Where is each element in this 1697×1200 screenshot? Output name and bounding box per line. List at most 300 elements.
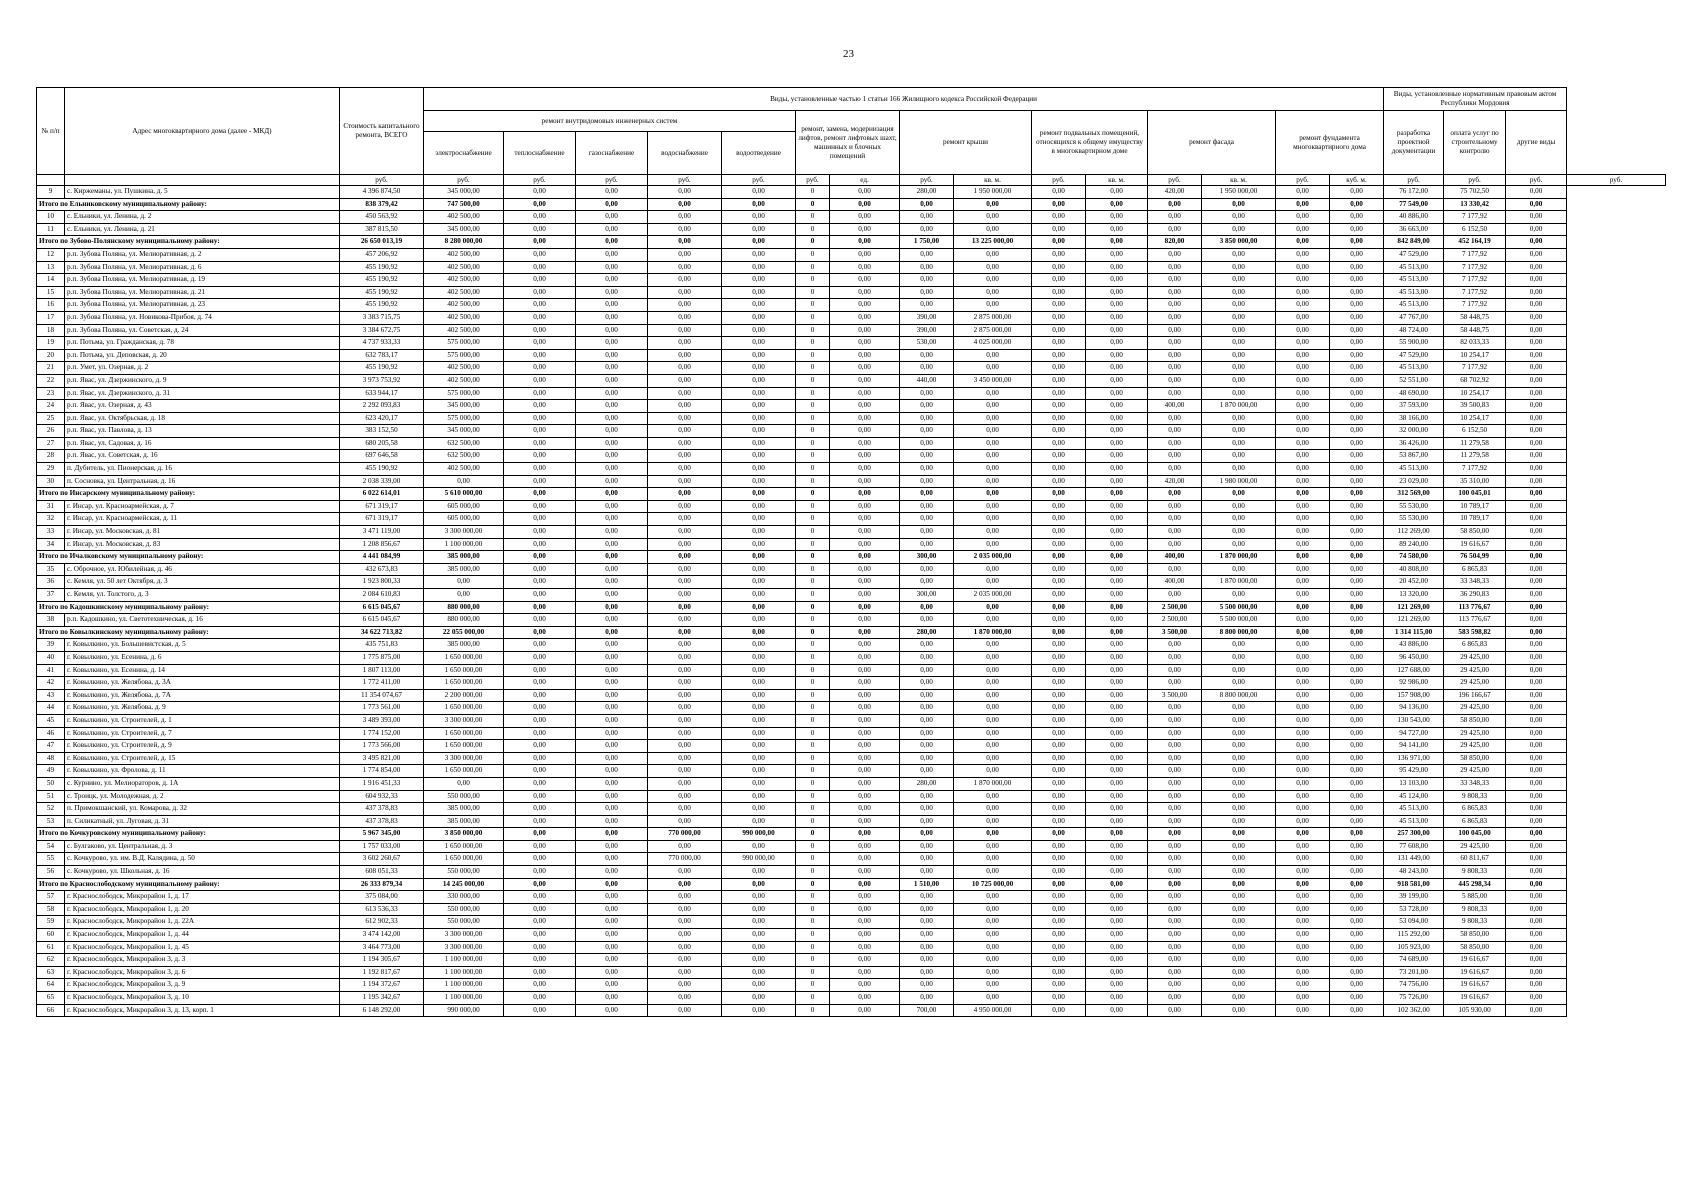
- value-cell: 0,00: [722, 538, 796, 551]
- value-cell: 13 320,00: [1384, 589, 1444, 602]
- value-cell: 0,00: [1506, 891, 1567, 904]
- value-cell: 0,00: [830, 651, 900, 664]
- row-number: 36: [37, 576, 65, 589]
- value-cell: 0,00: [1202, 324, 1276, 337]
- value-cell: 0,00: [504, 702, 576, 715]
- value-cell: 0,00: [954, 437, 1032, 450]
- value-cell: 0,00: [1032, 563, 1086, 576]
- value-cell: 0,00: [1086, 714, 1148, 727]
- value-cell: 0,00: [722, 651, 796, 664]
- value-cell: 0,00: [1086, 614, 1148, 627]
- value-cell: 385 000,00: [424, 815, 504, 828]
- value-cell: 0,00: [1276, 626, 1330, 639]
- value-cell: 0,00: [1148, 765, 1202, 778]
- value-cell: 0,00: [900, 853, 954, 866]
- value-cell: 0,00: [648, 891, 722, 904]
- value-cell: 1 916 451,33: [340, 777, 424, 790]
- value-cell: 0,00: [954, 198, 1032, 211]
- value-cell: 0,00: [1148, 740, 1202, 753]
- value-cell: 0,00: [576, 362, 648, 375]
- value-cell: 0,00: [1330, 362, 1384, 375]
- value-cell: 0,00: [648, 866, 722, 879]
- row-number: 50: [37, 777, 65, 790]
- value-cell: 0,00: [1330, 211, 1384, 224]
- value-cell: 0,00: [1330, 614, 1384, 627]
- district-total-name: Итого по Ичалковскому муниципальному району:: [37, 551, 340, 564]
- value-cell: 0,00: [648, 513, 722, 526]
- value-cell: 0,00: [648, 714, 722, 727]
- value-cell: 0,00: [1276, 727, 1330, 740]
- value-cell: 0,00: [1202, 777, 1276, 790]
- value-cell: 445 298,34: [1444, 878, 1506, 891]
- row-number: 47: [37, 740, 65, 753]
- value-cell: 0,00: [1506, 689, 1567, 702]
- value-cell: 1 100 000,00: [424, 992, 504, 1005]
- value-cell: 3 602 260,67: [340, 853, 424, 866]
- value-cell: 0,00: [576, 513, 648, 526]
- value-cell: 0: [796, 941, 830, 954]
- value-cell: 0,00: [1330, 777, 1384, 790]
- value-cell: 0,00: [1086, 374, 1148, 387]
- value-cell: 0,00: [1506, 752, 1567, 765]
- value-cell: 437 378,83: [340, 815, 424, 828]
- value-cell: 0,00: [1148, 324, 1202, 337]
- value-cell: 0,00: [900, 790, 954, 803]
- value-cell: 0,00: [900, 752, 954, 765]
- district-total-name: Итого по Ковылкинскому муниципальному району:: [37, 626, 340, 639]
- value-cell: 0,00: [576, 324, 648, 337]
- value-cell: 0,00: [504, 551, 576, 564]
- value-cell: 8 800 000,00: [1202, 689, 1276, 702]
- value-cell: 6 022 614,01: [340, 488, 424, 501]
- table-row: [37, 777, 1666, 790]
- value-cell: 0,00: [830, 941, 900, 954]
- value-cell: 0,00: [830, 903, 900, 916]
- value-cell: 918 581,00: [1384, 878, 1444, 891]
- value-cell: 0,00: [504, 929, 576, 942]
- row-number: 27: [37, 437, 65, 450]
- value-cell: 583 598,82: [1444, 626, 1506, 639]
- value-cell: 0,00: [830, 752, 900, 765]
- value-cell: 0,00: [830, 551, 900, 564]
- row-number: 59: [37, 916, 65, 929]
- value-cell: 0,00: [1202, 740, 1276, 753]
- row-number: 16: [37, 299, 65, 312]
- value-cell: 0,00: [1148, 526, 1202, 539]
- value-cell: 0,00: [648, 954, 722, 967]
- value-cell: 0,00: [900, 500, 954, 513]
- value-cell: 1 650 000,00: [424, 677, 504, 690]
- row-address: г. Ковылкино, ул. Строителей, д. 7: [65, 727, 340, 740]
- value-cell: 0,00: [830, 614, 900, 627]
- value-cell: 432 673,83: [340, 563, 424, 576]
- value-cell: 0,00: [1202, 840, 1276, 853]
- value-cell: 0,00: [722, 450, 796, 463]
- row-address: р.п. Явас, ул. Советская, д. 16: [65, 450, 340, 463]
- value-cell: 575 000,00: [424, 387, 504, 400]
- value-cell: 0,00: [1148, 425, 1202, 438]
- table-row: [37, 639, 1666, 652]
- value-cell: 697 646,58: [340, 450, 424, 463]
- value-cell: 0,00: [1276, 1004, 1330, 1017]
- value-cell: 0,00: [1506, 513, 1567, 526]
- value-cell: 0,00: [504, 828, 576, 841]
- value-cell: 0,00: [1148, 374, 1202, 387]
- value-cell: 0,00: [1032, 853, 1086, 866]
- value-cell: 0,00: [830, 236, 900, 249]
- value-cell: 0,00: [954, 412, 1032, 425]
- value-cell: 0,00: [576, 790, 648, 803]
- value-cell: 82 033,33: [1444, 337, 1506, 350]
- value-cell: 0,00: [954, 689, 1032, 702]
- value-cell: 385 000,00: [424, 639, 504, 652]
- value-cell: 0,00: [576, 828, 648, 841]
- value-cell: 0,00: [1202, 450, 1276, 463]
- header-group-engineering: ремонт внутридомовых инженерных систем: [424, 111, 796, 132]
- value-cell: 1 870 000,00: [954, 777, 1032, 790]
- value-cell: 0,00: [1032, 488, 1086, 501]
- value-cell: 0,00: [1086, 437, 1148, 450]
- value-cell: 0,00: [1276, 689, 1330, 702]
- value-cell: 0,00: [504, 853, 576, 866]
- value-cell: 0: [796, 979, 830, 992]
- row-address: г. Краснослободск, Микрорайон 3, д. 9: [65, 979, 340, 992]
- value-cell: 113 776,67: [1444, 601, 1506, 614]
- table-row: [37, 765, 1666, 778]
- value-cell: 0,00: [648, 727, 722, 740]
- value-cell: 11 354 074,67: [340, 689, 424, 702]
- value-cell: 0,00: [722, 526, 796, 539]
- value-cell: 0,00: [1506, 589, 1567, 602]
- value-cell: 680 205,58: [340, 437, 424, 450]
- table-row: [37, 349, 1666, 362]
- row-address: п. Силикатный, ул. Луговая, д. 31: [65, 815, 340, 828]
- value-cell: 0: [796, 966, 830, 979]
- value-cell: 0,00: [1330, 576, 1384, 589]
- value-cell: 0,00: [830, 211, 900, 224]
- value-cell: 0: [796, 866, 830, 879]
- value-cell: 0,00: [1032, 425, 1086, 438]
- value-cell: 400,00: [1148, 576, 1202, 589]
- value-cell: 0,00: [1330, 752, 1384, 765]
- value-cell: 0,00: [1148, 853, 1202, 866]
- value-cell: 0,00: [648, 740, 722, 753]
- value-cell: 0,00: [1330, 765, 1384, 778]
- value-cell: 0,00: [1086, 475, 1148, 488]
- value-cell: 0,00: [830, 475, 900, 488]
- value-cell: 0,00: [722, 714, 796, 727]
- value-cell: 0,00: [1202, 311, 1276, 324]
- value-cell: 0,00: [1276, 425, 1330, 438]
- value-cell: 0,00: [1506, 236, 1567, 249]
- value-cell: 1 650 000,00: [424, 664, 504, 677]
- value-cell: 1 194 305,67: [340, 954, 424, 967]
- row-number: 15: [37, 286, 65, 299]
- value-cell: 9 808,33: [1444, 916, 1506, 929]
- value-cell: 6 148 292,00: [340, 1004, 424, 1017]
- row-number: 38: [37, 614, 65, 627]
- value-cell: 3 489 393,00: [340, 714, 424, 727]
- value-cell: 0,00: [504, 450, 576, 463]
- row-number: 66: [37, 1004, 65, 1017]
- row-address: с. Кемля, ул. 50 лет Октября, д. 3: [65, 576, 340, 589]
- value-cell: 0,00: [1148, 828, 1202, 841]
- value-cell: 0,00: [830, 589, 900, 602]
- value-cell: 0,00: [1086, 198, 1148, 211]
- value-cell: 0,00: [648, 538, 722, 551]
- value-cell: 0,00: [1330, 966, 1384, 979]
- row-number: 44: [37, 702, 65, 715]
- row-address: с. Кочкурово, ул. Школьная, д. 16: [65, 866, 340, 879]
- value-cell: 0,00: [576, 941, 648, 954]
- value-cell: 0,00: [576, 186, 648, 199]
- value-cell: 0,00: [648, 223, 722, 236]
- unit-cell: кв. м.: [1086, 175, 1148, 186]
- row-number: 10: [37, 211, 65, 224]
- value-cell: 0,00: [1202, 248, 1276, 261]
- value-cell: 0,00: [576, 576, 648, 589]
- value-cell: 0,00: [1276, 223, 1330, 236]
- value-cell: 0,00: [1148, 463, 1202, 476]
- value-cell: 94 727,00: [1384, 727, 1444, 740]
- value-cell: 3 500,00: [1148, 689, 1202, 702]
- value-cell: 0,00: [830, 538, 900, 551]
- value-cell: 3 471 119,00: [340, 526, 424, 539]
- value-cell: 0,00: [1086, 664, 1148, 677]
- value-cell: 820,00: [1148, 236, 1202, 249]
- value-cell: 0,00: [830, 929, 900, 942]
- value-cell: 0: [796, 400, 830, 413]
- value-cell: 0,00: [576, 563, 648, 576]
- value-cell: 0,00: [722, 274, 796, 287]
- value-cell: 130 543,00: [1384, 714, 1444, 727]
- value-cell: 0,00: [1148, 702, 1202, 715]
- value-cell: 0,00: [1148, 450, 1202, 463]
- value-cell: 0,00: [576, 374, 648, 387]
- value-cell: 0,00: [1032, 803, 1086, 816]
- value-cell: 2 500,00: [1148, 614, 1202, 627]
- value-cell: 0,00: [900, 828, 954, 841]
- value-cell: 0,00: [1506, 878, 1567, 891]
- value-cell: 0,00: [504, 601, 576, 614]
- value-cell: 0,00: [830, 853, 900, 866]
- value-cell: 0,00: [1202, 1004, 1276, 1017]
- value-cell: 2 200 000,00: [424, 689, 504, 702]
- table-row: [37, 475, 1666, 488]
- value-cell: 0,00: [954, 248, 1032, 261]
- value-cell: 4 025 000,00: [954, 337, 1032, 350]
- value-cell: 0,00: [576, 815, 648, 828]
- value-cell: 0,00: [1032, 840, 1086, 853]
- value-cell: 0: [796, 878, 830, 891]
- value-cell: 0,00: [504, 538, 576, 551]
- row-number: 58: [37, 903, 65, 916]
- value-cell: 0,00: [1202, 299, 1276, 312]
- unit-cell: руб.: [1444, 175, 1506, 186]
- value-cell: 0,00: [954, 929, 1032, 942]
- value-cell: 0,00: [722, 702, 796, 715]
- value-cell: 1 870 000,00: [1202, 551, 1276, 564]
- value-cell: 0,00: [576, 803, 648, 816]
- value-cell: 0,00: [954, 727, 1032, 740]
- value-cell: 1 195 342,67: [340, 992, 424, 1005]
- value-cell: 29 425,00: [1444, 740, 1506, 753]
- value-cell: 0,00: [1202, 941, 1276, 954]
- value-cell: 0,00: [576, 765, 648, 778]
- value-cell: 605 000,00: [424, 500, 504, 513]
- value-cell: 0,00: [424, 576, 504, 589]
- row-address: с. Ельники, ул. Ленина, д. 2: [65, 211, 340, 224]
- value-cell: 0,00: [504, 286, 576, 299]
- row-address: р.п. Потьма, ул. Гражданская, д. 78: [65, 337, 340, 350]
- value-cell: 0,00: [576, 248, 648, 261]
- value-cell: 0,00: [1330, 790, 1384, 803]
- value-cell: 0,00: [1330, 450, 1384, 463]
- value-cell: 0,00: [722, 727, 796, 740]
- value-cell: 0,00: [648, 589, 722, 602]
- row-address: р.п. Кадошкино, ул. Светотехническая, д. 16: [65, 614, 340, 627]
- value-cell: 402 500,00: [424, 463, 504, 476]
- value-cell: 0,00: [1276, 815, 1330, 828]
- value-cell: 402 500,00: [424, 374, 504, 387]
- value-cell: 0,00: [1086, 777, 1148, 790]
- value-cell: 0,00: [1330, 891, 1384, 904]
- value-cell: 0,00: [1032, 412, 1086, 425]
- row-number: 55: [37, 853, 65, 866]
- value-cell: 0,00: [1032, 752, 1086, 765]
- value-cell: 435 751,83: [340, 639, 424, 652]
- table-row: [37, 576, 1666, 589]
- unit-cell: руб.: [1032, 175, 1086, 186]
- value-cell: 0,00: [576, 211, 648, 224]
- value-cell: 0,00: [648, 412, 722, 425]
- value-cell: 1 950 000,00: [1202, 186, 1276, 199]
- value-cell: 0,00: [1202, 979, 1276, 992]
- value-cell: 0,00: [722, 311, 796, 324]
- value-cell: 73 201,00: [1384, 966, 1444, 979]
- value-cell: 0,00: [900, 513, 954, 526]
- value-cell: 0,00: [1086, 425, 1148, 438]
- value-cell: 0,00: [1330, 1004, 1384, 1017]
- value-cell: 0: [796, 815, 830, 828]
- value-cell: 0,00: [830, 286, 900, 299]
- value-cell: 0,00: [954, 828, 1032, 841]
- row-address: г. Ковылкино, ул. Желябова, д. 9: [65, 702, 340, 715]
- value-cell: 0,00: [900, 576, 954, 589]
- value-cell: 0,00: [648, 916, 722, 929]
- value-cell: 0: [796, 752, 830, 765]
- value-cell: 838 379,42: [340, 198, 424, 211]
- value-cell: 0,00: [1032, 349, 1086, 362]
- value-cell: 0,00: [1506, 311, 1567, 324]
- value-cell: 40 808,00: [1384, 563, 1444, 576]
- value-cell: 0,00: [504, 966, 576, 979]
- value-cell: 0,00: [1330, 387, 1384, 400]
- value-cell: 0,00: [1032, 286, 1086, 299]
- value-cell: 0,00: [830, 891, 900, 904]
- value-cell: 0,00: [1202, 992, 1276, 1005]
- value-cell: 0,00: [1276, 664, 1330, 677]
- value-cell: 4 441 084,99: [340, 551, 424, 564]
- value-cell: 6 615 045,67: [340, 614, 424, 627]
- value-cell: 0,00: [1276, 412, 1330, 425]
- value-cell: 0,00: [504, 941, 576, 954]
- value-cell: 45 513,00: [1384, 299, 1444, 312]
- value-cell: 0,00: [576, 903, 648, 916]
- value-cell: 0,00: [1276, 274, 1330, 287]
- value-cell: 632 500,00: [424, 450, 504, 463]
- value-cell: 0,00: [504, 362, 576, 375]
- value-cell: 0,00: [576, 689, 648, 702]
- value-cell: 0,00: [1330, 563, 1384, 576]
- value-cell: 0,00: [1276, 538, 1330, 551]
- value-cell: 0,00: [1148, 563, 1202, 576]
- value-cell: 402 500,00: [424, 211, 504, 224]
- value-cell: 0,00: [1276, 324, 1330, 337]
- value-cell: 0,00: [648, 500, 722, 513]
- value-cell: 58 850,00: [1444, 929, 1506, 942]
- value-cell: 0,00: [900, 450, 954, 463]
- value-cell: 0,00: [954, 815, 1032, 828]
- value-cell: 0,00: [576, 954, 648, 967]
- value-cell: 0,00: [900, 425, 954, 438]
- value-cell: 0,00: [1330, 538, 1384, 551]
- value-cell: 48 243,00: [1384, 866, 1444, 879]
- value-cell: 0,00: [1032, 954, 1086, 967]
- value-cell: 33 348,33: [1444, 576, 1506, 589]
- value-cell: 0,00: [1148, 639, 1202, 652]
- value-cell: 0,00: [830, 828, 900, 841]
- value-cell: 9 808,33: [1444, 866, 1506, 879]
- value-cell: 0,00: [576, 337, 648, 350]
- value-cell: 0,00: [722, 362, 796, 375]
- value-cell: 0,00: [576, 412, 648, 425]
- value-cell: 0,00: [648, 941, 722, 954]
- header-other: другие виды: [1506, 111, 1567, 175]
- value-cell: 1 980 000,00: [1202, 475, 1276, 488]
- row-address: р.п. Потьма, ул. Деповская, д. 20: [65, 349, 340, 362]
- value-cell: 0,00: [1202, 500, 1276, 513]
- value-cell: 0,00: [722, 349, 796, 362]
- value-cell: 300,00: [900, 551, 954, 564]
- value-cell: 0,00: [1086, 853, 1148, 866]
- header-construction-control: оплата услуг по строительному контролю: [1444, 111, 1506, 175]
- value-cell: 0,00: [504, 727, 576, 740]
- table-row: [37, 223, 1666, 236]
- value-cell: 1 314 115,00: [1384, 626, 1444, 639]
- value-cell: 0,00: [576, 677, 648, 690]
- value-cell: 0,00: [1202, 702, 1276, 715]
- row-number: 62: [37, 954, 65, 967]
- value-cell: 0,00: [1330, 677, 1384, 690]
- value-cell: 0,00: [1086, 840, 1148, 853]
- value-cell: 121 269,00: [1384, 614, 1444, 627]
- value-cell: 0,00: [576, 777, 648, 790]
- value-cell: 2 292 093,83: [340, 400, 424, 413]
- value-cell: 0,00: [1506, 740, 1567, 753]
- value-cell: 3 464 773,00: [340, 941, 424, 954]
- row-number: 12: [37, 248, 65, 261]
- value-cell: 575 000,00: [424, 412, 504, 425]
- value-cell: 0,00: [1276, 198, 1330, 211]
- value-cell: 0,00: [830, 866, 900, 879]
- value-cell: 0,00: [648, 563, 722, 576]
- value-cell: 37 593,00: [1384, 400, 1444, 413]
- value-cell: 0: [796, 412, 830, 425]
- value-cell: 0,00: [424, 475, 504, 488]
- value-cell: 0,00: [648, 664, 722, 677]
- value-cell: 0,00: [1148, 223, 1202, 236]
